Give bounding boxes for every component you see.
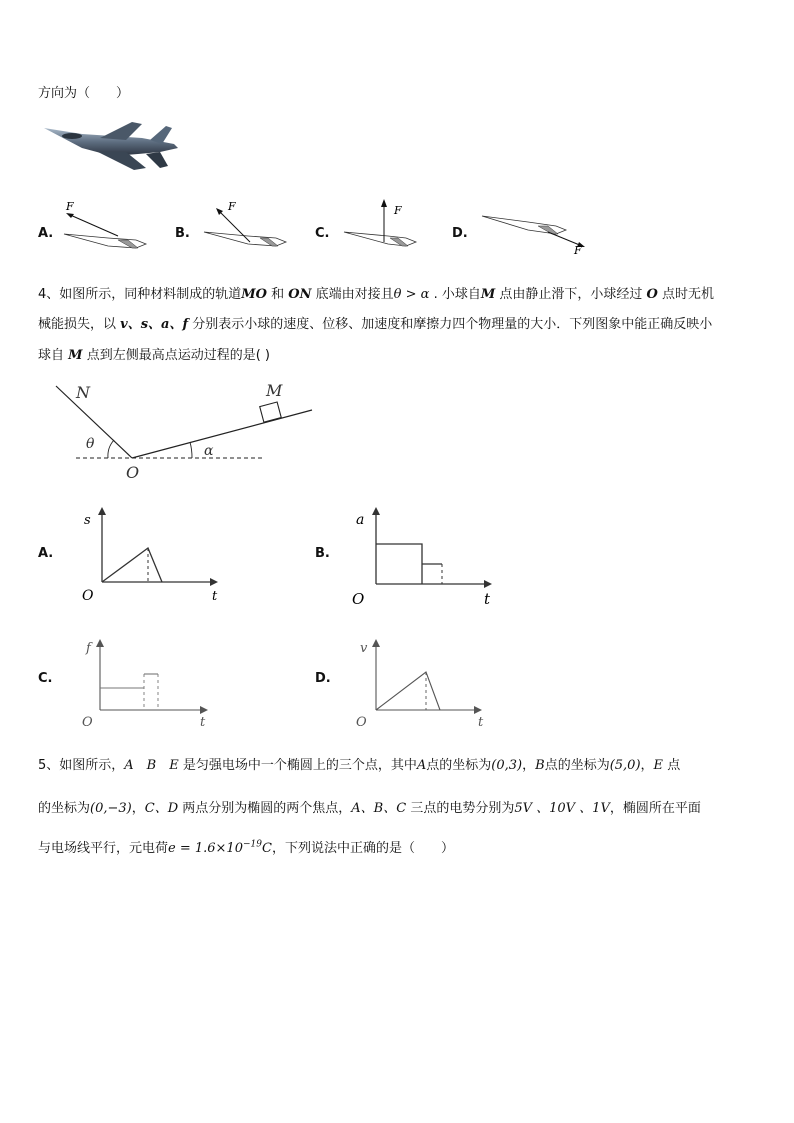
q4-option-d-label: D. [315,671,331,686]
graph-a-ylabel: s [84,513,91,528]
q3-d-force-label: F [574,244,582,257]
q3-a-force-label: F [66,200,74,213]
q3-b-force-label: F [228,200,236,213]
q3-option-c-label: C. [315,226,330,241]
q3-option-c-figure [338,198,438,264]
q4-option-a-label: A. [38,546,54,561]
q4-line-1: 4、如图所示，同种材料制成的轨道MO 和 ON 底端由对接且θ > α . 小球自M 点由静止滑下，小球经过 O 点时无机 [38,287,715,302]
q4-graph-c [78,636,218,728]
q3-tail-text: 方向为（ ） [38,86,130,101]
q3-option-b-label: B. [175,226,190,241]
graph-c-ylabel: f [86,641,91,656]
label-m: M [266,381,283,400]
graph-c-origin: O [82,715,93,728]
q4-option-c-label: C. [38,671,53,686]
q5-line-1: 5、如图所示，A B E 是匀强电场中一个椭圆上的三个点，其中A点的坐标为(0,3)，B点的坐标为(5,0)，E 点 [38,758,681,773]
q5-line-3: 与电场线平行，元电荷$e = 1.6\times 10^{-19}C$，下列说法中正确的是（ ） [38,839,454,856]
label-alpha: α [204,443,214,459]
q3-option-d-label: D. [452,226,468,241]
q3-option-a-label: A. [38,226,54,241]
q3-option-d-figure [478,208,588,258]
graph-b-xlabel: t [484,590,491,608]
graph-c-xlabel: t [200,715,206,728]
graph-b-ylabel: a [356,512,365,528]
graph-d-xlabel: t [478,715,484,728]
label-n: N [76,383,90,402]
q4-track-figure [52,376,320,484]
q4-line-2: 械能损失，以 v、s、a、f 分别表示小球的速度、位移、加速度和摩擦力四个物理量的大小．下列图象中能正确反映小 [38,317,713,332]
label-o: O [126,463,140,482]
label-theta: θ [86,436,95,452]
q5-line-2: 的坐标为(0,−3)，C、D 两点分别为椭圆的两个焦点，A、B、C 三点的电势分别为5V 、10V 、1V，椭圆所在平面 [38,801,701,816]
q4-option-b-label: B. [315,546,330,561]
q4-line-3: 球自 M 点到左侧最高点运动过程的是( ) [38,348,270,363]
graph-b-origin: O [352,590,365,608]
graph-d-ylabel: v [360,641,368,656]
q4-graph-d [352,636,492,728]
q4-graph-a [78,504,228,604]
q3-option-b-figure [198,198,298,254]
q3-c-force-label: F [394,204,402,217]
q3-option-a-figure [58,198,158,254]
q4-graph-b [352,504,502,608]
fighter-jet-image [42,118,182,174]
graph-a-xlabel: t [212,589,218,604]
graph-d-origin: O [356,715,367,728]
graph-a-origin: O [82,588,94,604]
